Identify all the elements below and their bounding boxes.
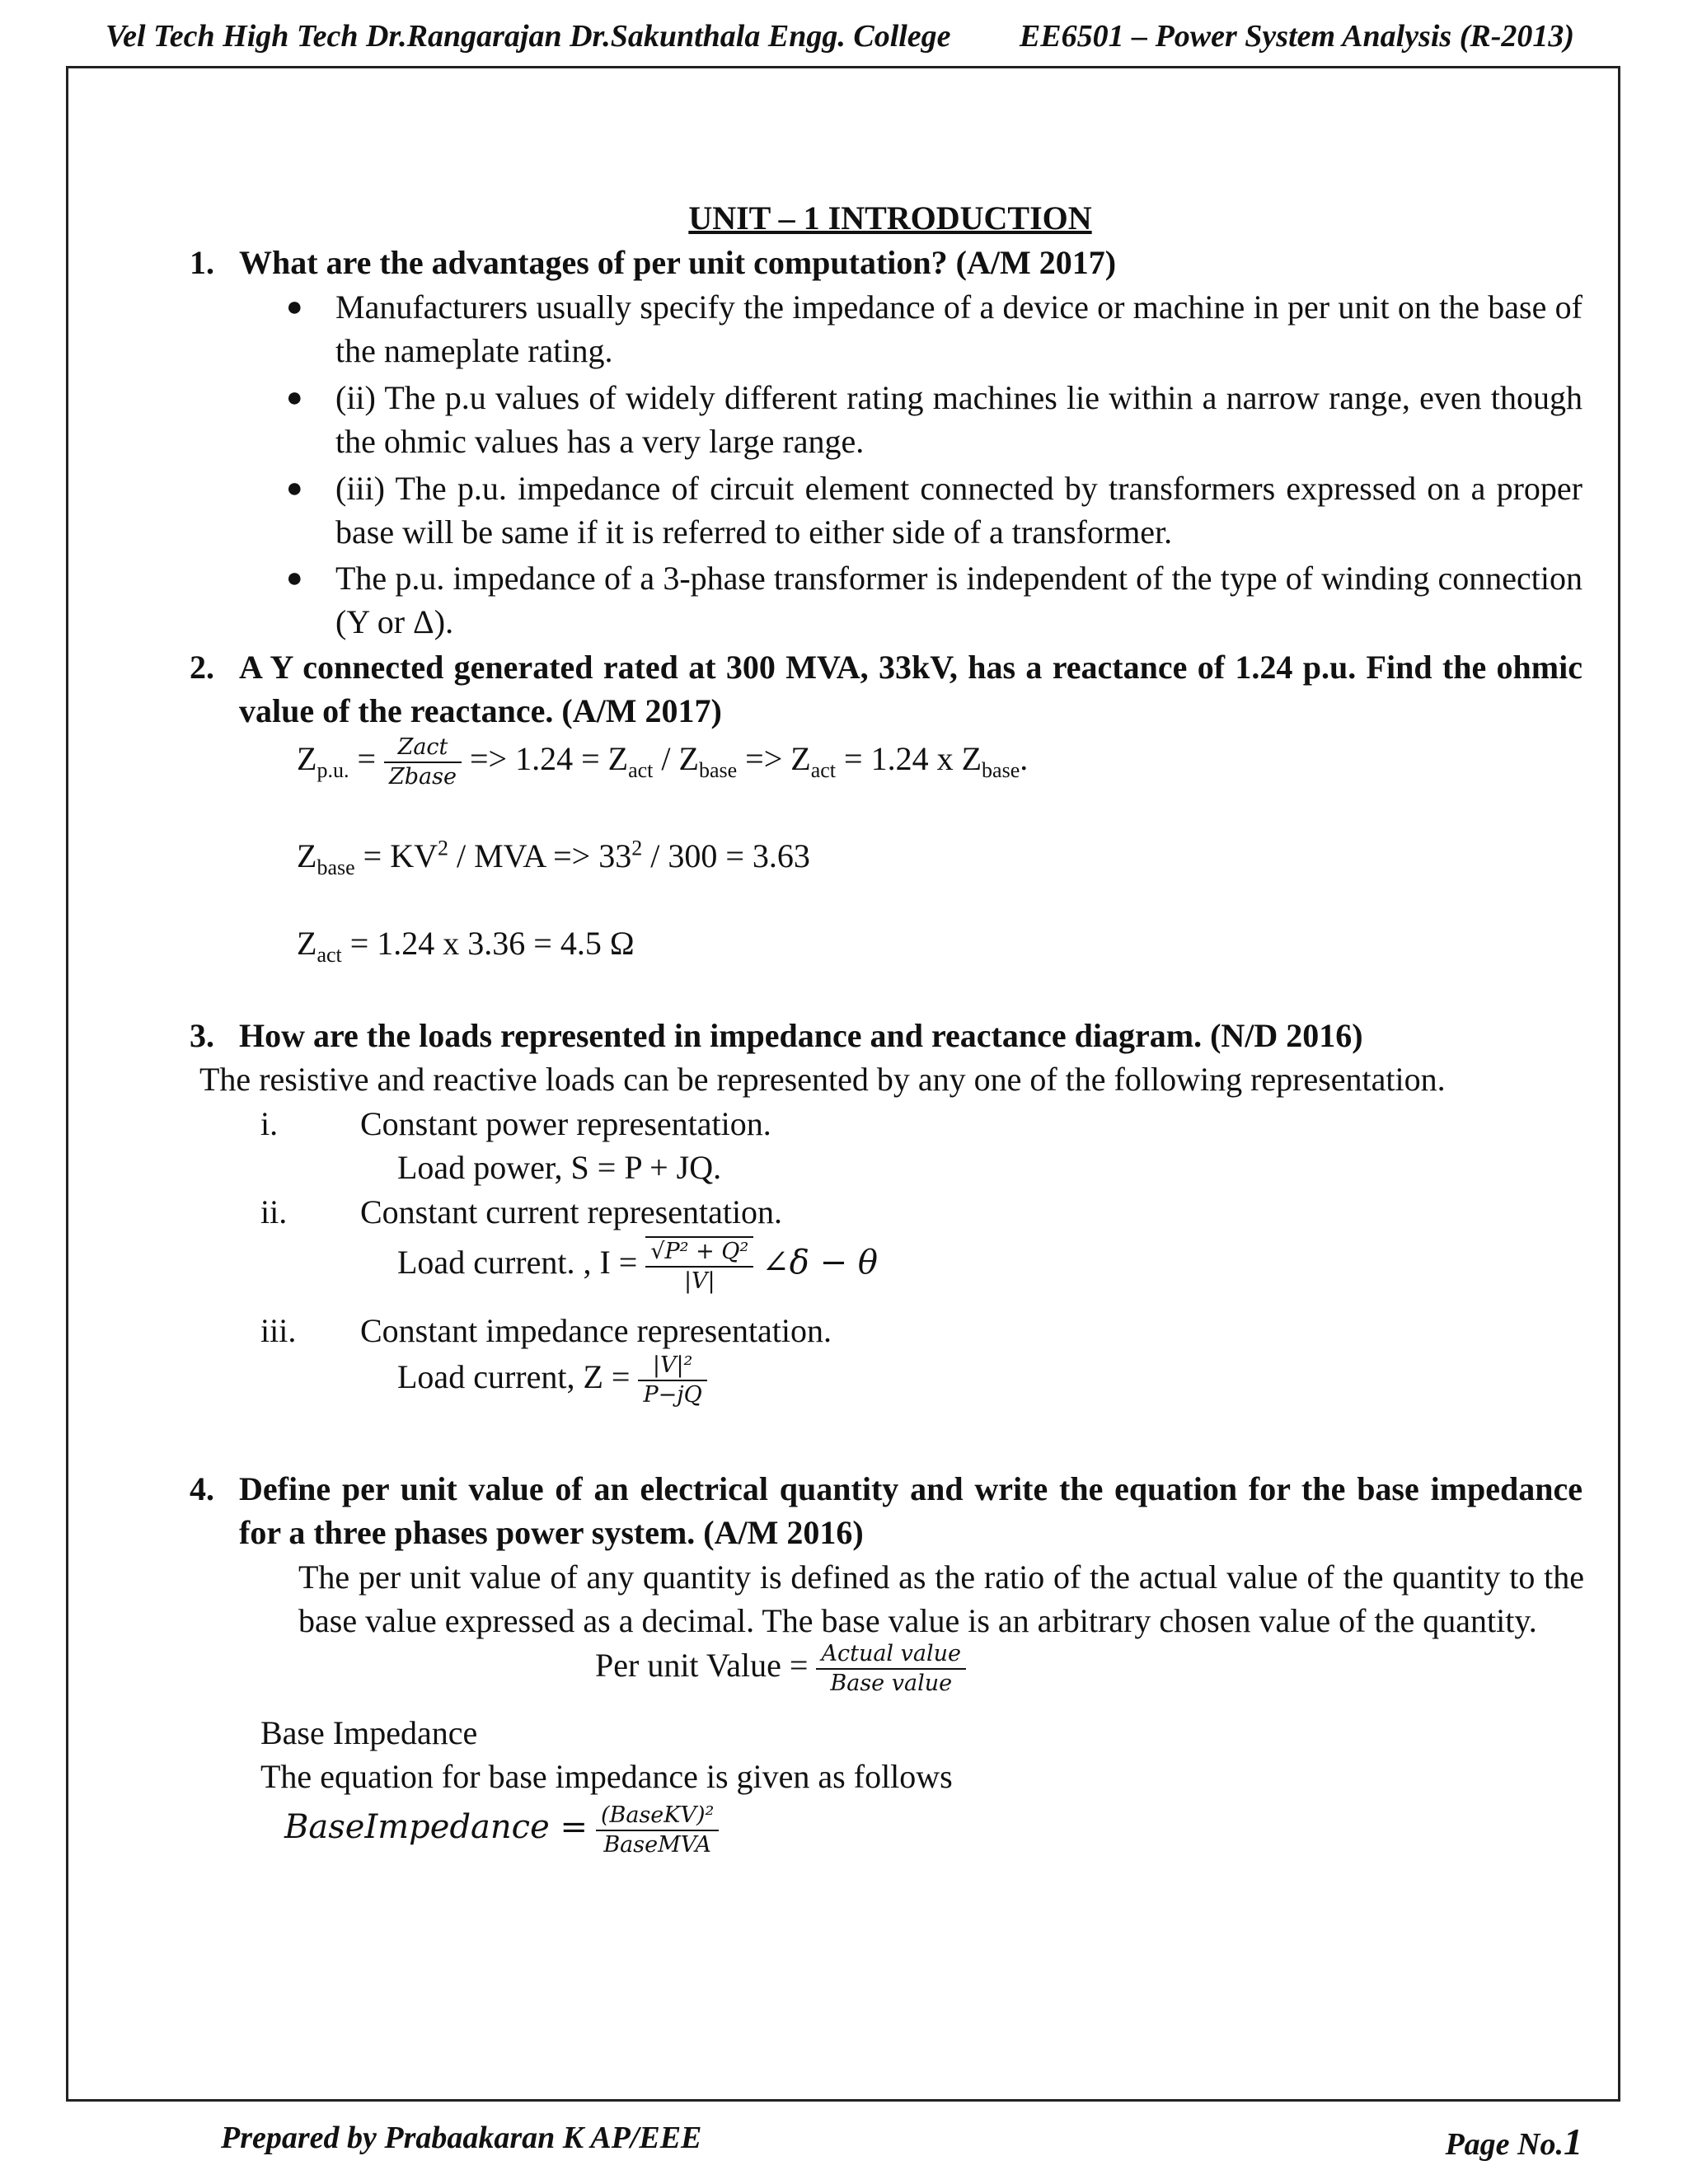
bullet-icon: ● (286, 292, 303, 322)
question-text: What are the advantages of per unit computation? (A/M 2017) (239, 244, 1117, 281)
bullet-text: Manufacturers usually specify the impedance of a device or machine in per unit on the base of the nameplate rating. (335, 288, 1582, 369)
per-unit-equation: Per unit Value = $\frac{\text{Actual value}}{\text{Base value}}$ (595, 1640, 966, 1698)
roman-numeral: i. (260, 1105, 279, 1142)
list-item-label: Constant impedance representation. (360, 1312, 832, 1349)
base-impedance-equation: BaseImpedance = $\frac{\text{(BaseKV)²}}{\text{BaseMVA}}$ (284, 1802, 719, 1859)
question-number: 1. (190, 244, 214, 281)
bullet-text: The p.u. impedance of a 3-phase transformer is independent of the type of winding connection (Y or Δ). (335, 560, 1582, 640)
bullet-text: (ii) The p.u values of widely different rating machines lie within a narrow range, even though the ohmic values has a very large range. (335, 379, 1582, 460)
bullet-item (286, 466, 1582, 554)
equation-zpu: $Z_{p.u.}$ = $\frac{\text{Zact}}{\text{Zbase}}$ => $1.24 = Z_{act} / Z_{base} => Z_{act} = 1.24$ x $Z_{base}$. (297, 734, 1029, 790)
bullet-icon: ● (286, 382, 303, 413)
equation-zact: $Z_{act} = 1.24$ x 3.36 = 4.5 Ω (297, 925, 635, 967)
base-impedance-text: The equation for base impedance is given as follows (260, 1758, 953, 1795)
list-item-label: Constant power representation. (360, 1105, 771, 1142)
list-item-label: Constant current representation. (360, 1193, 783, 1230)
equation-zbase: $Z_{base} = KV^2$ / MVA => $33^2 / 300 = 3.63$ (297, 836, 810, 879)
question-3 (190, 1014, 1582, 1057)
header-college: Vel Tech High Tech Dr.Rangarajan Dr.Sakunthala Engg. College (106, 19, 951, 54)
roman-numeral: ii. (260, 1193, 288, 1230)
question-number: 2. (190, 649, 214, 686)
footer-prepared-by: Prepared by Prabaakaran K AP/EEE (221, 2121, 702, 2155)
base-impedance-heading: Base Impedance (260, 1714, 478, 1751)
fraction: $\frac{\text{√P² + Q²}}{|V|}$ (645, 1236, 753, 1296)
bullet-icon: ● (286, 563, 303, 593)
bullet-item (286, 285, 1582, 373)
fraction: $\frac{\text{Zact}}{\text{Zbase}}$ (384, 733, 462, 791)
question-2 (190, 645, 1582, 733)
load-power-equation: Load power, S = P + JQ. (397, 1149, 722, 1186)
header-course: EE6501 – Power System Analysis (R-2013) (1019, 19, 1574, 54)
bullet-item (286, 376, 1582, 463)
question-text: Define per unit value of an electrical quantity and write the equation for the base impedance for a three phases power system. (A/M 2016) (239, 1470, 1582, 1551)
bullet-item (286, 556, 1582, 644)
question-number: 4. (190, 1470, 214, 1507)
unit-title: UNIT – 1 INTRODUCTION (688, 199, 1092, 237)
load-impedance-equation: Load current, Z = $\frac{\text{|V|²}}{P-jQ}$ (397, 1352, 707, 1409)
question-4 (190, 1467, 1582, 1554)
question-number: 3. (190, 1017, 214, 1054)
question-text: How are the loads represented in impedance and reactance diagram. (N/D 2016) (239, 1017, 1363, 1054)
fraction: $\frac{\text{(BaseKV)²}}{\text{BaseMVA}}$ (596, 1802, 719, 1859)
fraction: $\frac{\text{Actual value}}{\text{Base value}}$ (816, 1640, 966, 1698)
roman-numeral: iii. (260, 1312, 297, 1349)
bullet-text: (iii) The p.u. impedance of circuit element connected by transformers expressed on a proper base will be same if it is referred to either side of a transformer. (335, 470, 1582, 551)
q4-definition: The per unit value of any quantity is defined as the ratio of the actual value of the quantity to the base value expressed as a decimal. The base value is an arbitrary chosen value of the quantity. (298, 1558, 1584, 1639)
load-current-equation: Load current. , I = $\frac{\text{√P² + Q²}}{|V|}$ ∠δ − θ (397, 1236, 878, 1296)
question-1 (190, 241, 1582, 284)
q3-intro: The resistive and reactive loads can be represented by any one of the following representation. (199, 1061, 1446, 1098)
fraction: $\frac{\text{|V|²}}{P-jQ}$ (638, 1352, 706, 1409)
bullet-icon: ● (286, 473, 303, 504)
footer-page-number: Page No.1 (1445, 2121, 1582, 2163)
question-text: A Y connected generated rated at 300 MVA, 33kV, has a reactance of 1.24 p.u. Find the ohmic value of the reactance. (A/M 2017) (239, 649, 1582, 729)
